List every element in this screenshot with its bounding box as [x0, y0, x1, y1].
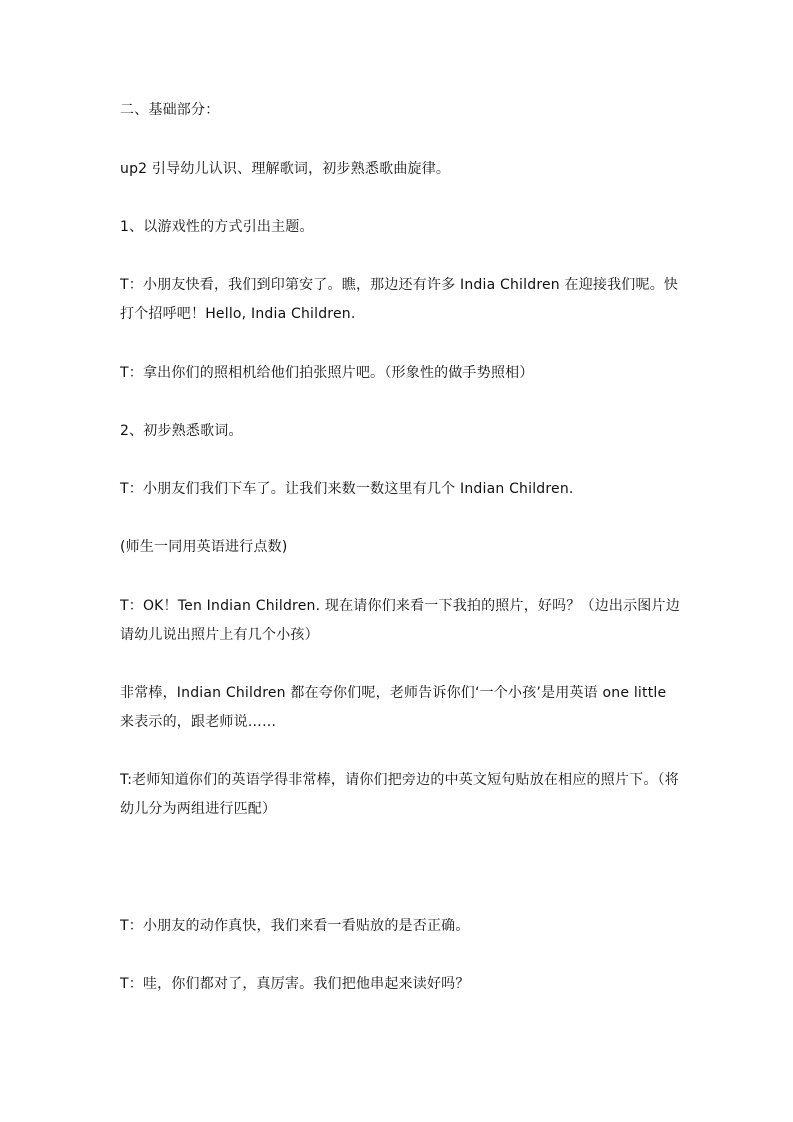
paragraph-check: T：小朋友的动作真快，我们来看一看贴放的是否正确。: [120, 918, 470, 934]
section-heading: 二、基础部分：: [120, 102, 220, 118]
paragraph-counting: (师生一同用英语进行点数): [120, 539, 288, 555]
paragraph-ten-children: T：OK！Ten Indian Children. 现在请你们来看一下我拍的照片，好吗？（边出示图片边请幼儿说出照片上有几个小孩）: [120, 598, 680, 643]
paragraph-step-up2: up2 引导幼儿认识、理解歌词，初步熟悉歌曲旋律。: [120, 161, 451, 177]
paragraph-photo: T：拿出你们的照相机给他们拍张照片吧。（形象性的做手势照相）: [120, 365, 534, 381]
paragraph-greeting: T：小朋友快看，我们到印第安了。瞧，那边还有许多 India Children 在迎接我们呢。快打个招呼吧！Hello, India Children.: [120, 277, 679, 322]
paragraph-praise: 非常棒，Indian Children 都在夸你们呢，老师告诉你们‘一个小孩’是用英语 one little 来表示的，跟老师说……: [120, 685, 667, 730]
paragraph-read-together: T：哇，你们都对了，真厉害。我们把他串起来读好吗？: [120, 976, 470, 992]
paragraph-step-1: 1、以游戏性的方式引出主题。: [120, 219, 314, 235]
paragraph-get-off: T：小朋友们我们下车了。让我们来数一数这里有几个 Indian Children.: [120, 481, 574, 497]
paragraph-step-2: 2、初步熟悉歌词。: [120, 423, 243, 439]
paragraph-matching: T:老师知道你们的英语学得非常棒，请你们把旁边的中英文短句贴放在相应的照片下。（将幼儿分为两组进行匹配）: [120, 772, 679, 817]
